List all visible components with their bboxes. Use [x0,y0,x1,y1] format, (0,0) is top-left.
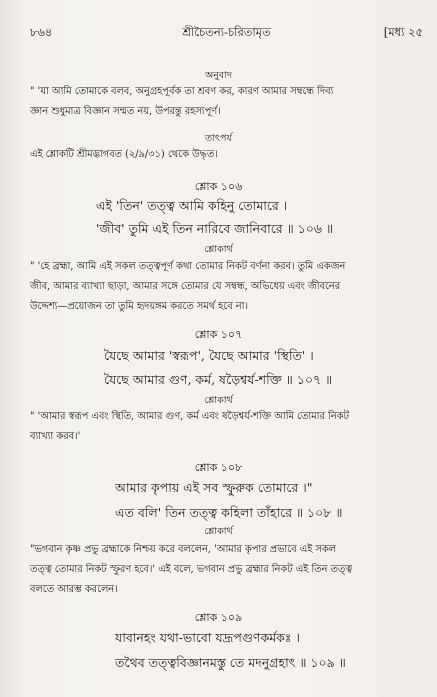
anuvad-heading: অনুবাদ [205,70,232,81]
meaning-line: জীব, আমার ব্যাখ্যা ছাড়া, আমার সঙ্গে তোমার যে সম্বন্ধ, অভিধেয় এবং জীবনের [30,281,341,292]
shloka-109-line: তথৈব তত্ত্ববিজ্ঞানমস্তু তে মদনুগ্রহাৎ ॥ ১০৯ ॥ [115,655,346,670]
section-label: [মধ্য ২৫ [383,25,423,39]
book-title: শ্রীচৈতন্য-চরিতামৃত [182,25,271,39]
shloka-108-meaning [30,540,420,600]
shloka-106-meaning-heading: শ্লোকার্থ [204,244,233,255]
meaning-line: তত্ত্ব তোমার নিকট স্ফুরণ হবে।' এই বলে, ভগবান প্রভু ব্রহ্মার নিকট এই তিন তত্ত্ব [30,564,353,575]
shloka-109-label: শ্লোক ১০৯ [194,611,243,624]
shloka-106-label: শ্লোক ১০৬ [194,180,243,193]
tatparya-text: এই শ্লোকটি শ্রীমদ্ভাগবত (২/৯/৩১) থেকে উদ্ধৃত। [30,149,218,160]
meaning-line: বলতে আরম্ভ করলেন। [30,584,118,595]
shloka-107-meaning [30,407,420,447]
shloka-106-line: এই 'তিন' তত্ত্ব আমি কহিনু তোমারে । [96,198,288,213]
shloka-108-line: আমার কৃপায় এই সব স্ফুরুক তোমারে ।" [115,480,313,495]
tatparya-heading: তাৎপর্য [205,133,232,144]
meaning-line: " 'আমার স্বরূপ এবং স্থিতি, আমার গুণ, কর্ম এবং ষড়ৈশ্বর্য-শক্তি আমি তোমার নিকট [30,411,349,422]
shloka-107-meaning-heading: শ্লোকার্থ [204,395,233,406]
page-number: ৮৬৪ [30,25,53,39]
shloka-107-label: শ্লোক ১০৭ [194,328,243,341]
shloka-107-line: যৈছে আমার 'স্বরূপ', যৈছে আমার 'স্থিতি' । [104,348,314,363]
shloka-108-meaning-heading: শ্লোকার্থ [204,526,233,537]
meaning-line: "ভগবান কৃষ্ণ প্রভু ব্রহ্মাকে নিশ্চয় করে বললেন, 'আমার কৃপার প্রভাবে এই সকল [30,544,337,555]
meaning-line: উদ্দেশ্য—প্রয়োজন তা তুমি হৃদয়ঙ্গম করতে সমর্থ হবে না। [30,301,249,312]
shloka-107-line: যৈছে আমার গুণ, কর্ম, ষড়ৈশ্বর্য-শক্তি ॥ ১০৭ ॥ [104,372,333,387]
shloka-108-line: এত বলি' তিন তত্ত্ব কহিলা তাঁহারে ॥ ১০৮ ॥ [115,505,343,520]
shloka-109-line: যাবানহং যথা-ভাবো যদ্রূপগুণকর্মকঃ । [115,630,300,645]
anuvad-line: জ্ঞান শুধুমাত্র বিজ্ঞান সম্মত নয়, উপরন্তু রহস্যপূর্ণ। [30,106,221,117]
shloka-106-line: 'জীব' তুমি এই তিন নারিবে জানিবারে ॥ ১০৬ ॥ [96,221,334,236]
anuvad-line: " 'যা আমি তোমাকে বলব, অনুগ্রহপূর্বক তা শ্রবণ কর, কারণ আমার সম্বন্ধে দিব্য [30,86,334,97]
page-header [30,24,423,40]
meaning-line: " 'হে ব্রহ্মা, আমি এই সকল তত্ত্বপূর্ণ কথা তোমার নিকট বর্ণনা করব। তুমি একজন [30,261,346,272]
shloka-106-meaning [30,257,420,317]
meaning-line: ব্যাখ্যা করব।' [30,431,81,442]
shloka-108-label: শ্লোক ১০৮ [194,461,243,474]
anuvad-paragraph [30,82,420,122]
